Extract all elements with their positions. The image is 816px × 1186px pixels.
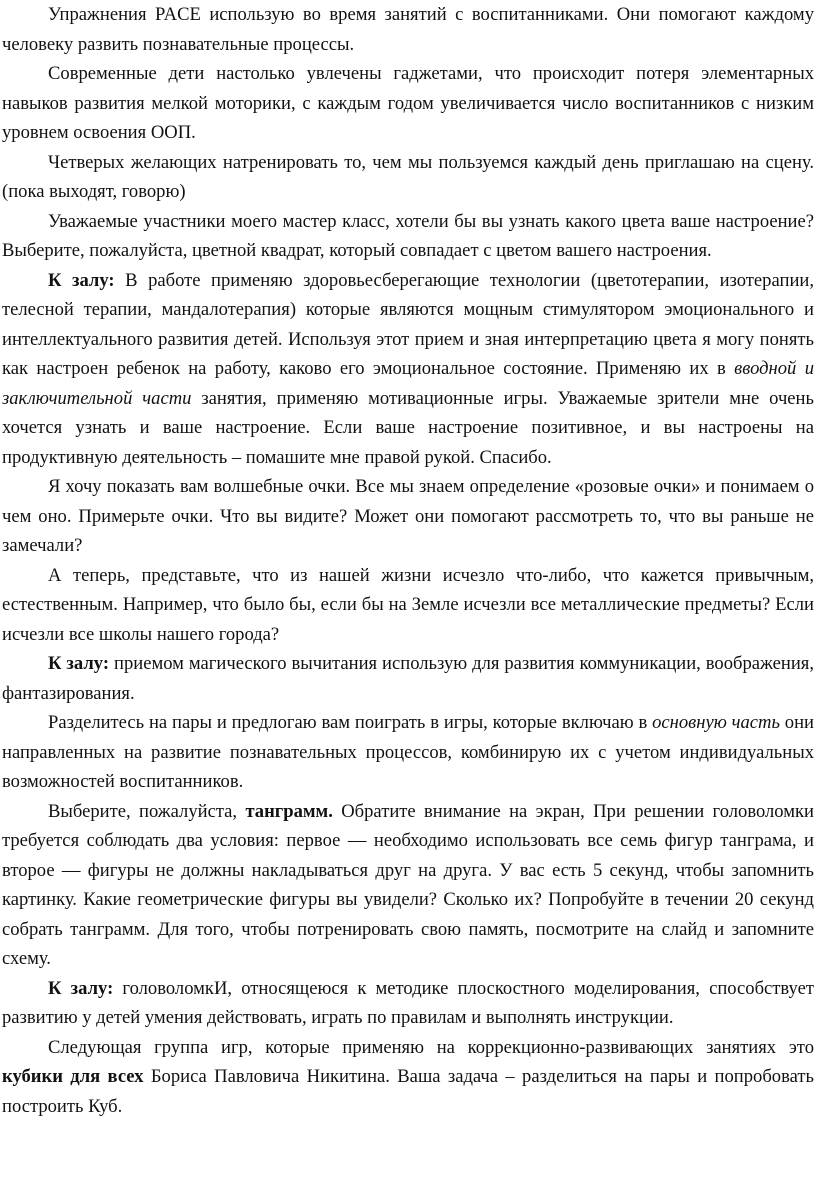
text-run: Бориса Павловича Никитина. Ваша задача – разделиться на пары и попробовать построить Куб. — [2, 1066, 814, 1117]
text-run: приемом магического вычитания использую для развития коммуникации, воображения, фантазирования. — [2, 653, 814, 704]
text-run: Выберите, пожалуйста, — [48, 800, 246, 822]
bold-text: К залу: — [48, 653, 110, 674]
text-run: Я хочу показать вам волшебные очки. Все мы знаем определение «розовые очки» и понимаем о чем оно. Примерьте очки. Что вы видите? Может они помогают рассмотреть то, что вы раньше не замечали? — [2, 476, 814, 556]
text-run: Упражнения PACE использую во время занятий с воспитанниками. Они помогают каждому человеку развить познавательные процессы. — [2, 4, 814, 55]
paragraph-p4 — [2, 207, 814, 266]
text-run: головоломкИ, относящеюся к методике плоскостного моделирования, способствует развитию у детей умения действовать, играть по правилам и выполнять инструкции. — [2, 977, 814, 1028]
text-run: Четверых желающих натренировать то, чем мы пользуемся каждый день приглашаю на сцену. (пока выходят, говорю) — [2, 151, 814, 202]
text-run: В работе применяю здоровьесберегающие технологии (цветотерапии, изотерапии, телесной терапии, мандалотерапия) которые являются мощным стимулятором эмоционального и интеллектуального развития детей. Используя этот прием и зная интерпретацию цвета я могу понять как настроен ребенок на работу, каково его эмоциональное состояние. Применяю их в — [2, 269, 814, 379]
paragraph-p12 — [2, 1033, 814, 1122]
text-run: Обратите внимание на экран, При решении головоломки требуется соблюдать два условия: первое — необходимо использовать все семь фигур танграма, и второе — фигуры не должны накладываться друг на друга. У вас есть 5 секунд, чтобы запомнить картинку. Какие геометрические фигуры вы увидели? Сколько их? Попробуйте в течении 20 секунд собрать танграмм. Для того, чтобы потренировать свою память, посмотрите на слайд и запомните схему. — [2, 800, 815, 969]
paragraph-p2 — [2, 59, 814, 148]
text-run: занятия, применяю мотивационные игры. Уважаемые зрители мне очень хочется узнать и ваше настроение. Если ваше настроение позитивное, и вы настроены на продуктивную деятельность – помашите мне правой рукой. Спасибо. — [2, 387, 814, 468]
paragraph-p11 — [2, 974, 814, 1033]
paragraph-p10 — [2, 797, 814, 974]
paragraph-p8 — [2, 649, 814, 708]
paragraph-p9 — [2, 708, 814, 797]
bold-text: К залу: — [48, 269, 115, 291]
text-run: они направленных на развитие познавательных процессов, комбинирую их с учетом индивидуальных возможностей воспитанников. — [2, 712, 814, 792]
text-run: Уважаемые участники моего мастер класс, хотели бы вы узнать какого цвета ваше настроение? Выберите, пожалуйста, цветной квадрат, который совпадает с цветом вашего настроения. — [2, 210, 814, 261]
italic-text: вводной и заключительной части — [2, 358, 814, 409]
bold-text: кубики для всех — [2, 1066, 144, 1087]
bold-text: танграмм. — [245, 800, 333, 822]
paragraph-p3 — [2, 148, 814, 207]
text-run: Современные дети настолько увлечены гаджетами, что происходит потеря элементарных навыков развития мелкой моторики, с каждым годом увеличивается число воспитанников с низким уровнем освоения ООП. — [2, 63, 814, 143]
paragraph-p1 — [2, 0, 814, 59]
paragraph-p5 — [2, 266, 814, 473]
text-run: Следующая группа игр, которые применяю на коррекционно-развивающих занятиях это — [48, 1036, 814, 1058]
text-run: А теперь, представьте, что из нашей жизни исчезло что-либо, что кажется привычным, естественным. Например, что было бы, если бы на Земле исчезли все металлические предметы? Если исчезли все школы нашего города? — [2, 564, 814, 645]
bold-text: К залу: — [48, 977, 114, 999]
paragraph-p6 — [2, 472, 814, 561]
paragraph-p7 — [2, 561, 814, 650]
italic-text: основную часть — [652, 712, 780, 733]
text-run: Разделитесь на пары и предлогаю вам поиграть в игры, которые включаю в — [48, 712, 653, 733]
